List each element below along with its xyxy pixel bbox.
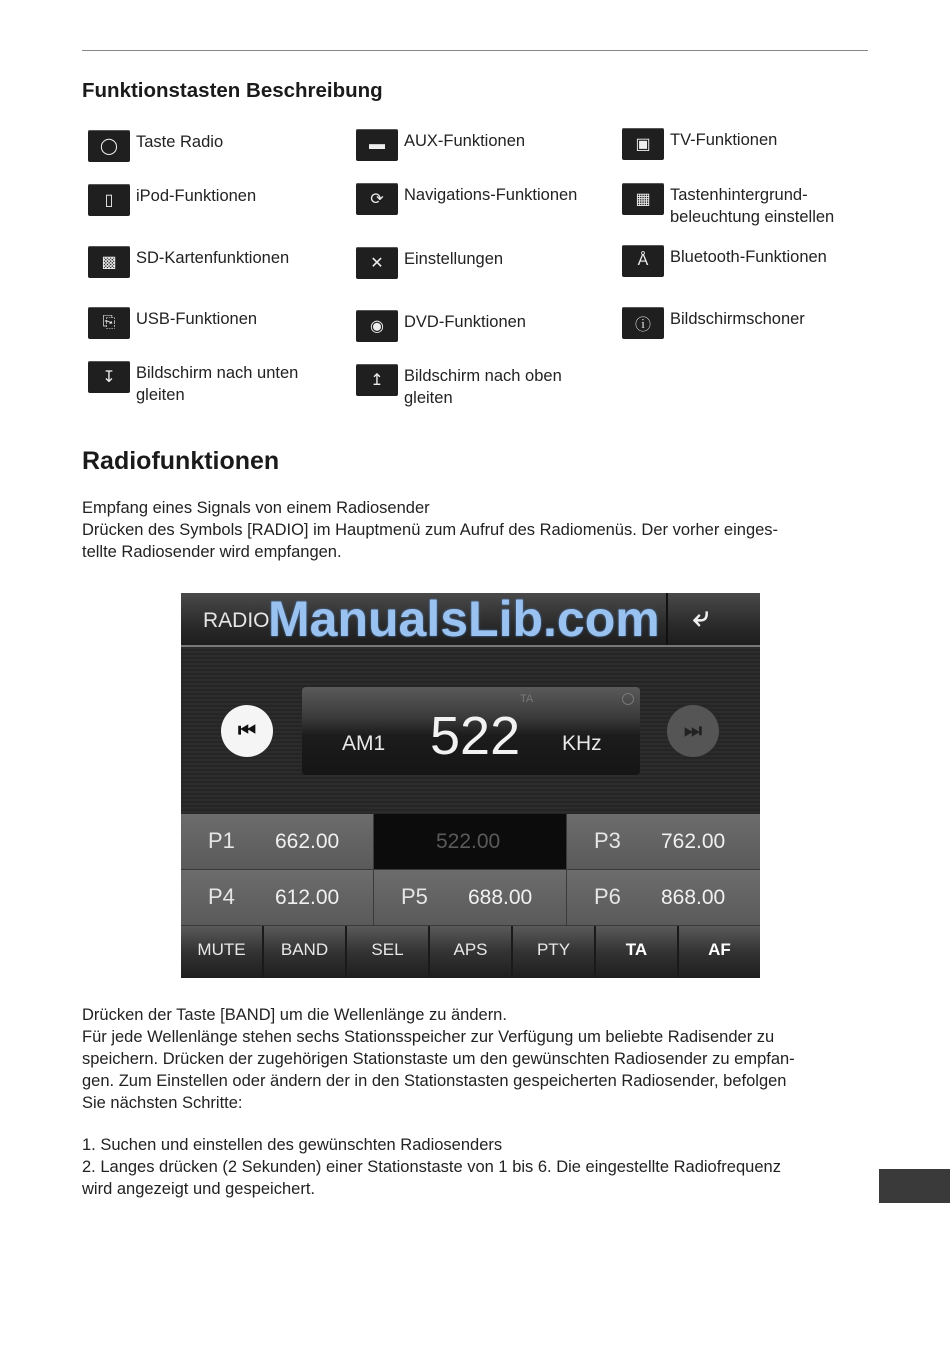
legend-label: Einstellungen	[404, 250, 504, 268]
preset-button-p6[interactable]	[567, 870, 760, 926]
screen-slide-down-icon: ↧	[88, 361, 130, 393]
legend-label: Tastenhintergrund- beleuchtung einstellen	[670, 186, 835, 226]
previous-track-icon[interactable]: ⏮	[221, 705, 273, 757]
preset-grid	[181, 814, 760, 926]
text-line: Sie nächsten Schritte:	[82, 1094, 243, 1112]
text-line: Drücken des Symbols [RADIO] im Hauptmenü zum Aufruf des Radiomenüs. Der vorher einges-	[82, 521, 779, 539]
ta-indicator: TA	[520, 693, 534, 705]
legend-label: USB-Funktionen	[136, 310, 258, 328]
screensaver-icon: ⓘ	[622, 307, 664, 339]
function-bar	[181, 926, 760, 978]
preset-frequency: 522.00	[436, 830, 501, 853]
header-divider	[666, 593, 668, 645]
band-label: AM1	[342, 732, 386, 755]
legend-item-aux	[356, 129, 525, 161]
text-line: Empfang eines Signals von einem Radiosender	[82, 499, 430, 517]
pty-button[interactable]: PTY	[513, 926, 596, 978]
page-tab-marker	[879, 1169, 950, 1203]
preset-button-p5[interactable]	[374, 870, 567, 926]
legend-label: SD-Kartenfunktionen	[136, 249, 290, 267]
usb-icon: ⎘	[88, 307, 130, 339]
ta-button[interactable]: TA	[596, 926, 679, 978]
preset-button-p3[interactable]	[567, 814, 760, 870]
text-line: 2. Langes drücken (2 Sekunden) einer Stationstaste von 1 bis 6. Die eingestellte Radiofrequenz	[82, 1158, 781, 1176]
preset-name: P4	[208, 884, 235, 909]
radio-icon: ◯	[88, 130, 130, 162]
text-line: gen. Zum Einstellen oder ändern der in den Stationstasten gespeicherten Radiosender, befolgen	[82, 1072, 787, 1090]
section-title-radio: Radiofunktionen	[82, 447, 280, 475]
preset-button-p4[interactable]	[181, 870, 374, 926]
aps-button[interactable]: APS	[430, 926, 513, 978]
mute-button[interactable]: MUTE	[181, 926, 264, 978]
legend-item-dvd	[356, 310, 526, 342]
preset-name: P6	[594, 884, 621, 909]
aux-icon: ▬	[356, 129, 398, 161]
preset-name: P1	[208, 828, 235, 853]
screen-slide-up-icon: ↥	[356, 364, 398, 396]
legend-item-ipod	[88, 184, 256, 216]
section-title-function-keys: Funktionstasten Beschreibung	[82, 79, 383, 102]
text-line: Für jede Wellenlänge stehen sechs Stationsspeicher zur Verfügung um beliebte Radisender zu	[82, 1028, 775, 1046]
legend-label: AUX-Funktionen	[404, 132, 526, 150]
dvd-icon: ◉	[356, 310, 398, 342]
preset-frequency: 868.00	[661, 886, 726, 909]
legend-label: Bildschirm nach oben gleiten	[404, 367, 562, 407]
legend-item-slide-down	[88, 361, 298, 406]
legend-item-sd	[88, 246, 289, 278]
legend-item-screensaver	[622, 307, 805, 339]
settings-icon: ✕	[356, 247, 398, 279]
text-line: Drücken der Taste [BAND] um die Wellenlänge zu ändern.	[82, 1006, 507, 1024]
radio-title: RADIO	[203, 609, 270, 632]
navigation-icon: ⟳	[356, 183, 398, 215]
text-line: speichern. Drücken der zugehörigen Stationstaste um den gewünschten Radiosender zu empfan-	[82, 1050, 795, 1068]
legend-item-slide-up	[356, 364, 562, 409]
frequency-value: 522	[430, 706, 521, 766]
preset-button-p2[interactable]	[374, 814, 567, 870]
text-line: tellte Radiosender wird empfangen.	[82, 543, 342, 561]
legend-item-settings	[356, 247, 503, 279]
af-button[interactable]: AF	[708, 940, 731, 959]
radio-screenshot	[181, 593, 760, 978]
bluetooth-icon: Å	[622, 245, 664, 277]
preset-name: P3	[594, 828, 621, 853]
body-paragraph	[82, 1004, 872, 1114]
legend-label: Bildschirmschoner	[670, 310, 805, 328]
legend-label: Navigations-Funktionen	[404, 186, 578, 204]
preset-frequency: 762.00	[661, 830, 726, 853]
legend-label: iPod-Funktionen	[136, 187, 257, 205]
legend-item-backlight	[622, 183, 834, 228]
legend-label: Taste Radio	[136, 133, 224, 151]
legend-item-radio	[88, 130, 223, 162]
preset-frequency: 662.00	[275, 830, 340, 853]
preset-button-p1[interactable]	[181, 814, 374, 870]
legend-item-usb	[88, 307, 257, 339]
legend-item-navigation	[356, 183, 577, 215]
legend-label: DVD-Funktionen	[404, 313, 526, 331]
frequency-display	[302, 687, 640, 775]
back-arrow-icon[interactable]: ⤶	[693, 601, 709, 632]
sel-button[interactable]: SEL	[347, 926, 430, 978]
text-line: 1. Suchen und einstellen des gewünschten Radiosenders	[82, 1136, 503, 1154]
preset-frequency: 688.00	[468, 886, 533, 909]
legend-item-bluetooth	[622, 245, 827, 277]
legend-label: Bildschirm nach unten gleiten	[136, 364, 299, 404]
sd-card-icon: ▩	[88, 246, 130, 278]
text-line: wird angezeigt und gespeichert.	[82, 1180, 315, 1198]
frequency-unit: KHz	[562, 732, 602, 755]
header-rule	[82, 50, 868, 51]
preset-name: P5	[401, 884, 428, 909]
legend-label: TV-Funktionen	[670, 131, 778, 149]
next-track-icon[interactable]: ⏭	[667, 705, 719, 757]
watermark: ManualsLib.com	[268, 591, 660, 647]
radio-main-area	[181, 647, 760, 813]
legend-item-tv	[622, 128, 777, 160]
backlight-icon: ▦	[622, 183, 664, 215]
ipod-icon: ▯	[88, 184, 130, 216]
tv-icon: ▣	[622, 128, 664, 160]
band-button[interactable]: BAND	[264, 926, 347, 978]
status-dot-icon	[622, 693, 634, 705]
steps-list	[82, 1134, 872, 1200]
preset-frequency: 612.00	[275, 886, 340, 909]
legend-label: Bluetooth-Funktionen	[670, 248, 827, 266]
intro-paragraph	[82, 497, 872, 563]
